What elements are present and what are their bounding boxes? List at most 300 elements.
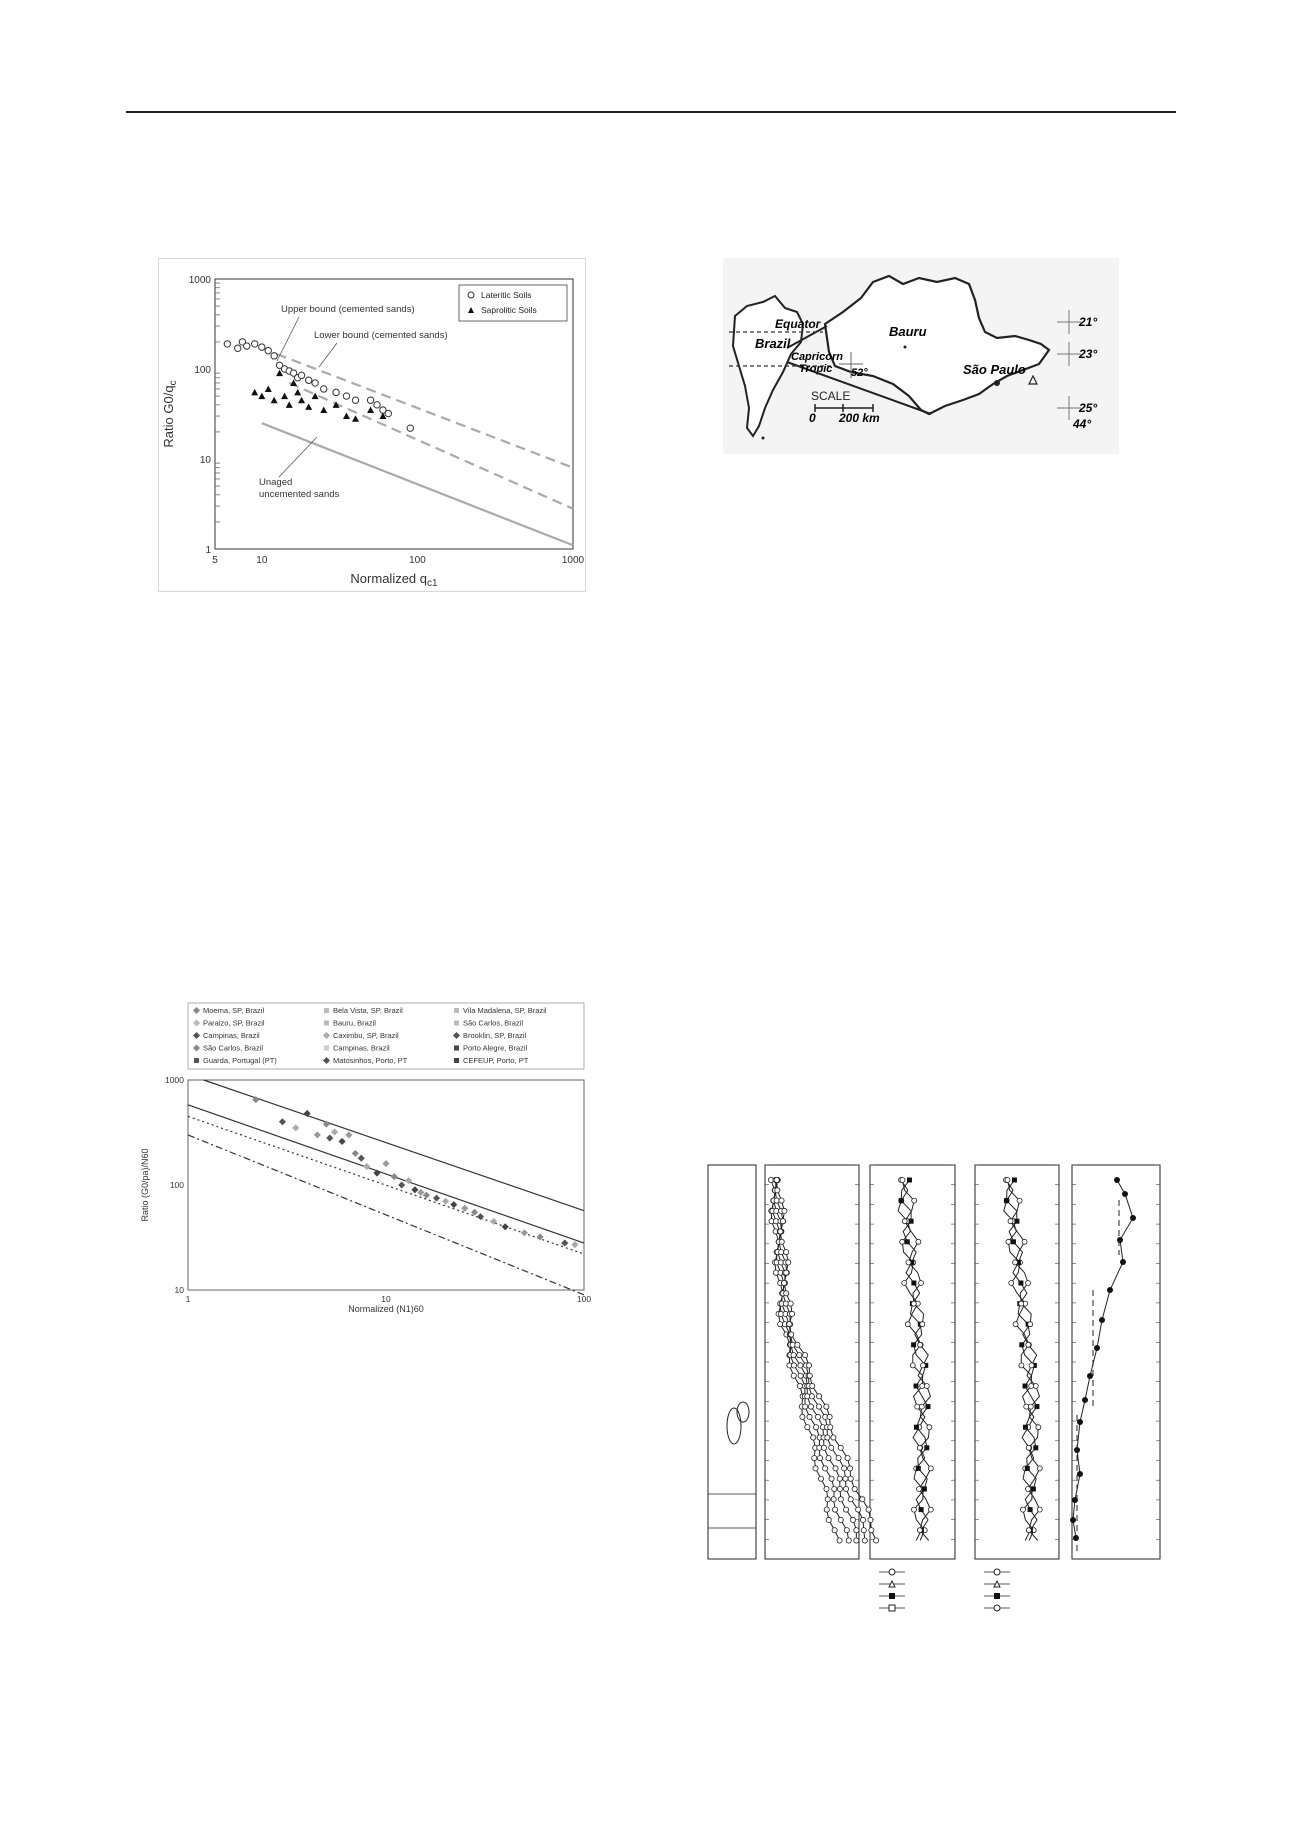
profile-point	[928, 1507, 933, 1512]
profile-point	[843, 1476, 848, 1481]
annotation-lower-bound: Lower bound (cemented sands)	[314, 330, 448, 341]
data-point-saprolitic	[281, 393, 288, 400]
profile-point	[821, 1445, 826, 1450]
profile-point	[866, 1507, 871, 1512]
trend-line	[188, 1135, 584, 1295]
profile-point	[1025, 1466, 1030, 1471]
profile-point	[791, 1363, 796, 1368]
map-svg	[723, 258, 1119, 454]
profile-point	[1006, 1239, 1011, 1244]
profile-point	[1013, 1260, 1018, 1265]
profile-point	[1026, 1528, 1031, 1533]
profile-point	[1011, 1239, 1016, 1244]
profile-point	[1033, 1445, 1038, 1450]
profile-point	[1034, 1404, 1039, 1409]
profile-point	[911, 1507, 916, 1512]
profile-point	[1114, 1177, 1120, 1183]
profile-point	[838, 1517, 843, 1522]
profile-point	[808, 1404, 813, 1409]
data-point-saprolitic	[320, 407, 327, 414]
label-capricorn: Capricorn	[791, 351, 843, 363]
profile-point	[817, 1456, 822, 1461]
x-tick-label: 5	[212, 555, 218, 566]
profile-point	[827, 1414, 832, 1419]
profile-point	[927, 1425, 932, 1430]
profile-point	[774, 1198, 779, 1203]
profile-point	[788, 1301, 793, 1306]
header-rule	[126, 111, 1176, 113]
profile-point	[928, 1466, 933, 1471]
label-25deg: 25°	[1079, 401, 1098, 415]
profile-point	[832, 1528, 837, 1533]
profile-point	[910, 1363, 915, 1368]
profile-point	[833, 1466, 838, 1471]
profile-point	[832, 1486, 837, 1491]
profile-point	[1073, 1535, 1079, 1541]
data-point-lateritic	[305, 377, 311, 383]
y-tick-label: 1000	[188, 275, 211, 286]
data-point	[477, 1213, 484, 1220]
legend-marker	[454, 1008, 459, 1013]
profile-point	[782, 1208, 787, 1213]
profile-point	[778, 1229, 783, 1234]
profile-point	[844, 1528, 849, 1533]
profile-point	[900, 1178, 905, 1183]
profile-point	[778, 1322, 783, 1327]
profile-point	[922, 1487, 927, 1492]
profile-point	[1014, 1219, 1019, 1224]
profile-point	[775, 1188, 780, 1193]
label-21deg: 21°	[1079, 315, 1098, 329]
figure-g0-qc-chart	[158, 258, 586, 592]
data-point-saprolitic	[367, 407, 374, 414]
profile-point	[845, 1456, 850, 1461]
label-brazil: Brazil	[755, 336, 791, 351]
profile-point	[925, 1404, 930, 1409]
profile-point	[824, 1486, 829, 1491]
data-point-saprolitic	[251, 389, 258, 396]
x-tick-label: 1	[185, 1294, 191, 1304]
profile-point	[815, 1414, 820, 1419]
profile-point	[826, 1517, 831, 1522]
profile-point	[1004, 1198, 1009, 1203]
label-tropic: Tropic	[799, 363, 833, 375]
annotation-leader	[319, 343, 337, 367]
ellipse-symbol	[727, 1408, 741, 1444]
profile-point	[802, 1404, 807, 1409]
x-tick-label: 100	[576, 1294, 592, 1304]
data-point	[461, 1205, 468, 1212]
annotation-upper-bound: Upper bound (cemented sands)	[281, 304, 415, 315]
profile-point	[909, 1219, 914, 1224]
profile-point	[1087, 1373, 1093, 1379]
profile-point	[1019, 1342, 1024, 1347]
data-point	[502, 1223, 509, 1230]
profile-point	[807, 1414, 812, 1419]
profile-point	[1031, 1487, 1036, 1492]
data-point	[382, 1160, 389, 1167]
legend-marker	[889, 1593, 895, 1599]
legend-label: Bauru, Brazil	[333, 1018, 376, 1028]
legend-label: Bela Vista, SP, Brazil	[333, 1006, 403, 1015]
annotation-uncemented: uncemented sands	[259, 489, 340, 500]
profile-point	[1099, 1317, 1105, 1323]
profile-point	[862, 1538, 867, 1543]
data-point-lateritic	[374, 402, 380, 408]
data-point	[292, 1124, 299, 1131]
profile-point	[907, 1178, 912, 1183]
profile-point	[899, 1198, 904, 1203]
profile-point	[824, 1507, 829, 1512]
profile-point	[924, 1445, 929, 1450]
profile-point	[816, 1394, 821, 1399]
data-point-saprolitic	[271, 397, 278, 404]
profile-point	[837, 1486, 842, 1491]
profile-point	[836, 1456, 841, 1461]
x-tick-label: 10	[381, 1294, 391, 1304]
legend-label: Paraizo, SP, Brazil	[203, 1018, 265, 1028]
data-point	[326, 1135, 333, 1142]
profile-point	[1022, 1239, 1027, 1244]
profile-point	[782, 1280, 787, 1285]
profile-point	[848, 1497, 853, 1502]
profile-point	[824, 1404, 829, 1409]
sao-paulo-marker	[994, 380, 1000, 386]
label-scale-zero: 0	[809, 411, 816, 425]
x-tick-label: 100	[409, 555, 426, 566]
data-point-saprolitic	[294, 389, 301, 396]
profile-point	[854, 1528, 859, 1533]
profile-point	[791, 1373, 796, 1378]
label-52deg: 52°	[851, 367, 868, 379]
profile-line	[1073, 1180, 1133, 1538]
profile-point	[1020, 1507, 1025, 1512]
profile-point	[797, 1383, 802, 1388]
legend-marker	[324, 1008, 329, 1013]
profile-point	[828, 1425, 833, 1430]
profile-point	[1036, 1425, 1041, 1430]
profile-point	[1107, 1287, 1113, 1293]
profile-point	[816, 1404, 821, 1409]
profile-point	[1094, 1345, 1100, 1351]
profile-point	[1037, 1466, 1042, 1471]
data-point	[398, 1181, 405, 1188]
profile-point	[1018, 1281, 1023, 1286]
profile-point	[1028, 1322, 1033, 1327]
profile-point	[1023, 1425, 1028, 1430]
profile-point	[779, 1250, 784, 1255]
data-point-lateritic	[298, 372, 304, 378]
data-point-saprolitic	[343, 413, 350, 420]
profile-point	[848, 1476, 853, 1481]
trend-line	[204, 1080, 584, 1211]
trend-line	[188, 1105, 584, 1243]
data-point-lateritic	[244, 343, 250, 349]
label-scale-200km: 200 km	[839, 411, 880, 425]
profile-line	[774, 1180, 857, 1541]
data-point	[571, 1241, 578, 1248]
profile-point	[787, 1322, 792, 1327]
profile-point	[837, 1538, 842, 1543]
annotation-leader	[279, 437, 317, 477]
profile-point	[1122, 1191, 1128, 1197]
profile-point	[784, 1250, 789, 1255]
profile-point	[780, 1219, 785, 1224]
data-point	[433, 1195, 440, 1202]
profile-point	[797, 1353, 802, 1358]
data-point	[345, 1131, 352, 1138]
annotation-unaged: Unaged	[259, 477, 293, 488]
profile-point	[856, 1507, 861, 1512]
legend-marker	[454, 1058, 459, 1063]
profile-point	[869, 1528, 874, 1533]
profile-point	[825, 1435, 830, 1440]
profile-point	[779, 1239, 784, 1244]
profile-point	[800, 1414, 805, 1419]
label-23deg: 23°	[1079, 347, 1098, 361]
figure-depth-profiles	[705, 1160, 1165, 1620]
profile-point	[842, 1466, 847, 1471]
legend-label: São Carlos, Brazil	[203, 1043, 264, 1053]
legend-label: Campinas, Brazil	[333, 1043, 390, 1053]
profile-point	[810, 1383, 815, 1388]
profile-point	[1012, 1178, 1017, 1183]
profile-point	[805, 1425, 810, 1430]
profile-point	[902, 1219, 907, 1224]
profile-point	[919, 1281, 924, 1286]
data-point	[314, 1131, 321, 1138]
profile-point	[811, 1435, 816, 1440]
data-point-lateritic	[259, 344, 265, 350]
legend-marker	[454, 1046, 459, 1051]
figure-g0-n60-chart	[134, 1002, 596, 1316]
profile-point	[814, 1425, 819, 1430]
profile-point	[832, 1507, 837, 1512]
profile-point	[837, 1476, 842, 1481]
data-point	[561, 1240, 568, 1247]
profile-point	[860, 1517, 865, 1522]
profile-point	[1029, 1363, 1034, 1368]
data-point-saprolitic	[298, 397, 305, 404]
data-point-lateritic	[352, 397, 358, 403]
profile-point	[850, 1517, 855, 1522]
profile-point	[1077, 1471, 1083, 1477]
profile-point	[917, 1487, 922, 1492]
data-point-lateritic	[385, 410, 391, 416]
profile-line	[772, 1180, 848, 1541]
data-point-lateritic	[252, 341, 258, 347]
y-tick-label: 10	[199, 455, 211, 466]
profile-point	[838, 1445, 843, 1450]
y-axis-label: Ratio $G0/q_c$	[161, 380, 179, 448]
profile-point	[784, 1291, 789, 1296]
profile-point	[807, 1363, 812, 1368]
profile-point	[854, 1538, 859, 1543]
profile-point	[831, 1435, 836, 1440]
profile-point	[843, 1486, 848, 1491]
legend-marker	[994, 1605, 1000, 1611]
data-point-lateritic	[343, 393, 349, 399]
profile-point	[1037, 1507, 1042, 1512]
profile-point	[798, 1363, 803, 1368]
profile-point	[1019, 1301, 1024, 1306]
legend-label: Moema, SP, Brazil	[203, 1006, 265, 1015]
data-point-saprolitic	[352, 415, 359, 422]
data-point-saprolitic	[265, 385, 272, 392]
profile-point	[1008, 1219, 1013, 1224]
profile-point	[1013, 1322, 1018, 1327]
profile-point	[789, 1311, 794, 1316]
profile-point	[843, 1507, 848, 1512]
profile-point	[838, 1497, 843, 1502]
data-point-saprolitic	[258, 393, 265, 400]
data-point-lateritic	[235, 345, 241, 351]
profile-point	[917, 1528, 922, 1533]
data-point	[442, 1198, 449, 1205]
profile-panel	[1072, 1165, 1160, 1559]
profile-point	[829, 1445, 834, 1450]
profile-point	[847, 1466, 852, 1471]
profile-point	[920, 1322, 925, 1327]
legend-label: Porto Alegre, Brazil	[463, 1043, 528, 1053]
profile-point	[823, 1466, 828, 1471]
profile-point	[919, 1507, 924, 1512]
legend-marker	[994, 1569, 1000, 1575]
profile-point	[809, 1394, 814, 1399]
y-tick-label: 1	[205, 545, 211, 556]
profile-point	[900, 1239, 905, 1244]
y-tick-label: 100	[194, 365, 211, 376]
label-equator: Equator	[775, 317, 821, 331]
profile-point	[911, 1301, 916, 1306]
data-point	[450, 1201, 457, 1208]
profile-point	[1077, 1419, 1083, 1425]
profile-point	[795, 1342, 800, 1347]
x-tick-label: 10	[256, 555, 268, 566]
profile-point	[813, 1466, 818, 1471]
data-point-lateritic	[321, 386, 327, 392]
annotation-leader	[277, 317, 299, 361]
data-point	[521, 1229, 528, 1236]
profile-point	[918, 1342, 923, 1347]
data-point-lateritic	[271, 353, 277, 359]
profile-point	[789, 1332, 794, 1337]
legend-marker	[194, 1058, 199, 1063]
profile-point	[829, 1476, 834, 1481]
profile-point	[831, 1497, 836, 1502]
profile-point	[1130, 1215, 1136, 1221]
profile-point	[914, 1384, 919, 1389]
profile-point	[774, 1208, 779, 1213]
profile-point	[1023, 1384, 1028, 1389]
profile-point	[826, 1456, 831, 1461]
legend-label: Campinas, Brazil	[203, 1031, 260, 1040]
profile-point	[1120, 1259, 1126, 1265]
label-scale: SCALE	[811, 389, 851, 403]
profile-point	[1028, 1404, 1033, 1409]
legend-label: Caximbu, SP, Brazil	[333, 1031, 399, 1040]
data-point	[339, 1138, 346, 1145]
x-axis-label: Normalized $q_{c1}$	[350, 571, 438, 589]
data-point-lateritic	[367, 397, 373, 403]
legend-marker	[889, 1605, 895, 1611]
profile-point	[852, 1486, 857, 1491]
data-point	[373, 1170, 380, 1177]
data-point-lateritic	[312, 380, 318, 386]
profile-point	[1028, 1507, 1033, 1512]
legend-label: CEFEUP, Porto, PT	[463, 1056, 529, 1065]
profile-point	[1117, 1237, 1123, 1243]
data-point	[358, 1155, 365, 1162]
profile-point	[916, 1466, 921, 1471]
chart-2-svg	[134, 1002, 596, 1316]
profiles-svg	[705, 1160, 1165, 1620]
profile-point	[917, 1445, 922, 1450]
profile-point	[1017, 1198, 1022, 1203]
legend-marker	[454, 1021, 459, 1026]
profile-point	[902, 1281, 907, 1286]
legend-label: São Carlos, Brazil	[463, 1018, 524, 1028]
profile-line	[902, 1180, 930, 1541]
x-axis-label: Normalized (N1)60	[348, 1304, 424, 1314]
profile-point	[1026, 1445, 1031, 1450]
profile-point	[1026, 1487, 1031, 1492]
y-axis-label: Ratio (G0/pa)/N60	[140, 1148, 150, 1222]
legend-marker	[324, 1046, 329, 1051]
figure-location-map	[723, 258, 1119, 454]
profile-point	[1005, 1178, 1010, 1183]
profile-point	[905, 1322, 910, 1327]
label-bauru: Bauru	[889, 324, 927, 339]
profile-panel	[765, 1165, 859, 1559]
profile-line	[775, 1180, 865, 1541]
profile-point	[802, 1353, 807, 1358]
label-sao-paulo: São Paulo	[963, 362, 1026, 377]
label-44deg: 44°	[1073, 417, 1092, 431]
profile-point	[906, 1260, 911, 1265]
bauru-marker	[904, 346, 907, 349]
data-point-lateritic	[265, 347, 271, 353]
data-point-saprolitic	[305, 403, 312, 410]
profile-point	[1026, 1281, 1031, 1286]
legend-label: Vila Madalena, SP, Brazil	[463, 1006, 547, 1015]
bound-line	[262, 423, 573, 545]
data-point-saprolitic	[286, 401, 293, 408]
profile-panel	[975, 1165, 1059, 1559]
profile-point	[868, 1517, 873, 1522]
profile-point	[1070, 1517, 1076, 1523]
profile-point	[807, 1373, 812, 1378]
profile-panel	[708, 1165, 756, 1559]
plot-frame	[188, 1080, 584, 1290]
profile-point	[784, 1270, 789, 1275]
profile-point	[812, 1456, 817, 1461]
data-point	[363, 1163, 370, 1170]
x-tick-label: 1000	[561, 555, 585, 566]
profile-point	[914, 1425, 919, 1430]
legend-label: Brooklin, SP, Brazil	[463, 1031, 527, 1040]
profile-point	[860, 1497, 865, 1502]
profile-point	[911, 1342, 916, 1347]
profile-point	[916, 1239, 921, 1244]
data-point	[279, 1118, 286, 1125]
legend-marker	[324, 1021, 329, 1026]
profile-point	[919, 1404, 924, 1409]
data-point	[331, 1128, 338, 1135]
y-tick-label: 1000	[165, 1075, 184, 1085]
data-point	[391, 1173, 398, 1180]
profile-point	[920, 1363, 925, 1368]
